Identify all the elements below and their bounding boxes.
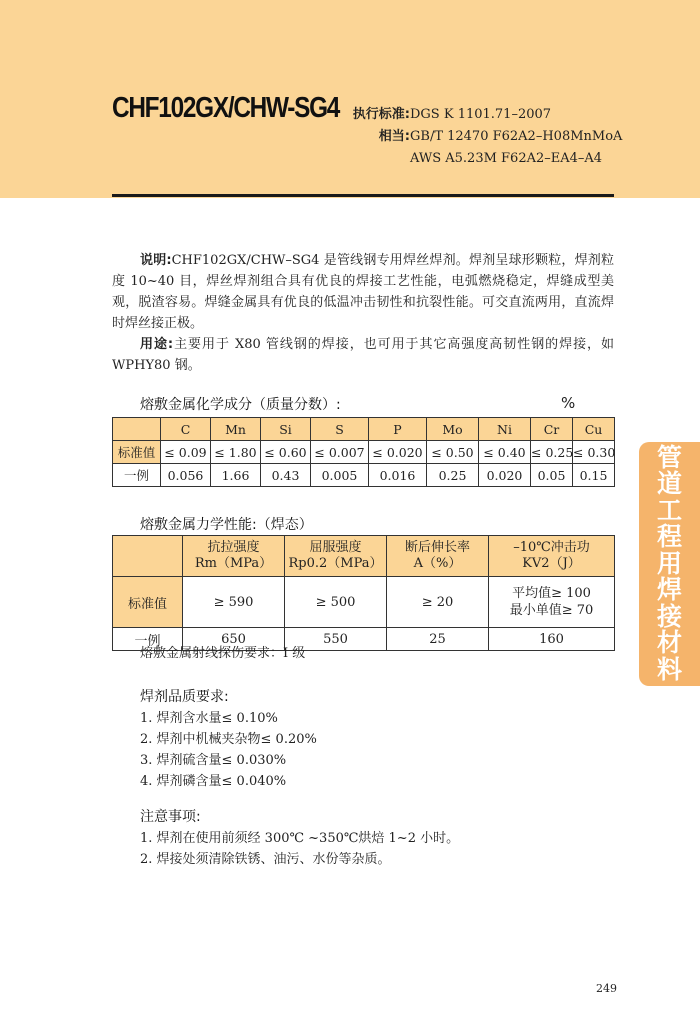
chem-unit: % <box>561 394 576 412</box>
chem-header-cell: P <box>369 418 427 441</box>
chem-cell: ≤ 0.007 <box>311 441 369 464</box>
mech-row-label: 一例 <box>113 628 183 651</box>
standards-block <box>336 104 622 170</box>
chem-header-cell: Si <box>261 418 311 441</box>
page-number: 249 <box>596 982 617 995</box>
chem-cell: ≤ 0.60 <box>261 441 311 464</box>
mech-row-standard <box>113 577 615 628</box>
side-tab-char: 工 <box>656 495 682 525</box>
chem-cell: 0.056 <box>161 464 211 487</box>
chem-header-cell: S <box>311 418 369 441</box>
standard-label: 执行标准: <box>352 107 410 122</box>
side-tab-char: 接 <box>656 601 682 631</box>
mech-header-cell <box>285 536 387 577</box>
mech-section-title: 熔敷金属力学性能:（焊态） <box>140 517 313 533</box>
side-tab <box>639 442 700 686</box>
chem-header-cell: Cu <box>573 418 615 441</box>
chem-header-cell: Ni <box>479 418 531 441</box>
chem-header-cell: Mo <box>427 418 479 441</box>
mech-header-line: Rm（MPa） <box>194 556 273 571</box>
notes-item: 2. 焊接处须清除铁锈、油污、水份等杂质。 <box>140 852 391 867</box>
side-tab-char: 材 <box>656 628 682 658</box>
flux-quality-item: 4. 焊剂磷含量≤ 0.040% <box>140 774 287 789</box>
chem-cell: 0.05 <box>531 464 573 487</box>
usage-paragraph <box>112 334 614 376</box>
mech-row-label: 标准值 <box>113 577 183 628</box>
side-tab-char: 料 <box>656 654 682 684</box>
flux-quality-item: 1. 焊剂含水量≤ 0.10% <box>140 711 278 726</box>
chem-table <box>112 417 615 487</box>
chem-cell: ≤ 0.50 <box>427 441 479 464</box>
chem-row-example <box>113 464 615 487</box>
mech-header-line: 断后伸长率 <box>404 540 470 555</box>
side-tab-char: 道 <box>656 469 682 499</box>
chem-cell: 0.020 <box>479 464 531 487</box>
mech-cell: ≥ 20 <box>387 577 489 628</box>
chem-cell: ≤ 0.020 <box>369 441 427 464</box>
chem-cell: ≤ 0.40 <box>479 441 531 464</box>
flux-quality-item: 3. 焊剂硫含量≤ 0.030% <box>140 753 287 768</box>
mech-cell-impact <box>489 577 615 628</box>
xray-note: 熔敷金属射线探伤要求：I 级 <box>140 646 306 661</box>
mech-header-cell <box>183 536 285 577</box>
chem-cell: 0.43 <box>261 464 311 487</box>
mech-header-line: A（%） <box>413 556 462 571</box>
flux-quality-item: 2. 焊剂中机械夹杂物≤ 0.20% <box>140 732 317 747</box>
mech-header-cell <box>113 536 183 577</box>
chem-cell: 0.005 <box>311 464 369 487</box>
side-tab-char: 管 <box>656 442 682 472</box>
equivalent-value-1: GB/T 12470 F62A2–H08MnMoA <box>410 129 623 144</box>
equivalent-label: 相当: <box>378 129 410 144</box>
mech-cell: ≥ 590 <box>183 577 285 628</box>
description-text: CHF102GX/CHW–SG4 是管线钢专用焊丝焊剂。焊剂呈球形颗粒，焊剂粒度 10~40 目，焊丝焊剂组合具有优良的焊接工艺性能，电弧燃烧稳定，焊缝成型美观，脱渣容易。焊缝金属具有优良的低温冲击韧性和抗裂性能。可交直流两用，直流焊时焊丝接正极。 <box>112 253 614 331</box>
mech-header-line: 抗拉强度 <box>207 540 260 555</box>
impact-min: 最小单值≥ 70 <box>509 603 594 618</box>
notes-item: 1. 焊剂在使用前须经 300℃ ~350℃烘焙 1~2 小时。 <box>140 831 460 846</box>
impact-avg: 平均值≥ 100 <box>512 586 591 601</box>
mech-header-cell <box>387 536 489 577</box>
description-paragraph <box>112 250 614 334</box>
mech-cell: 160 <box>489 628 615 651</box>
chem-cell: ≤ 1.80 <box>211 441 261 464</box>
chem-header-cell: Cr <box>531 418 573 441</box>
chem-header-cell <box>113 418 161 441</box>
equivalent-row <box>336 126 622 148</box>
mech-cell: 25 <box>387 628 489 651</box>
chem-cell: 0.25 <box>427 464 479 487</box>
mech-header-line: Rp0.2（MPa） <box>288 556 383 571</box>
chem-cell: 1.66 <box>211 464 261 487</box>
chem-header-cell: Mn <box>211 418 261 441</box>
equivalent-value-2: AWS A5.23M F62A2–EA4–A4 <box>410 151 603 166</box>
side-tab-char: 焊 <box>656 575 682 605</box>
standard-value: DGS K 1101.71–2007 <box>410 107 552 122</box>
mech-header-line: KV2（J） <box>522 556 581 571</box>
chem-row-label: 标准值 <box>113 441 161 464</box>
chem-cell: 0.016 <box>369 464 427 487</box>
standard-row <box>336 104 622 126</box>
chem-header-row <box>113 418 615 441</box>
mech-header-line: 屈服强度 <box>309 540 362 555</box>
mech-cell: ≥ 500 <box>285 577 387 628</box>
mech-cell: 550 <box>285 628 387 651</box>
chem-header-cell: C <box>161 418 211 441</box>
description-label: 说明: <box>140 253 172 268</box>
mech-header-row <box>113 536 615 577</box>
chem-section-title: 熔敷金属化学成分（质量分数）: <box>140 397 341 413</box>
side-tab-char: 程 <box>656 522 682 552</box>
usage-text: 主要用于 X80 管线钢的焊接，也可用于其它高强度高韧性钢的焊接，如 WPHY80 钢。 <box>112 337 614 373</box>
side-tab-char: 用 <box>656 548 682 578</box>
equivalent-row-2 <box>336 148 622 170</box>
chem-row-standard <box>113 441 615 464</box>
usage-label: 用途: <box>140 337 174 352</box>
chem-cell: ≤ 0.09 <box>161 441 211 464</box>
mech-header-line: –10℃冲击功 <box>513 540 590 555</box>
mech-table <box>112 535 615 651</box>
chem-row-label: 一例 <box>113 464 161 487</box>
chem-cell: ≤ 0.25 <box>531 441 573 464</box>
notes-title: 注意事项: <box>140 809 201 825</box>
flux-quality-title: 焊剂品质要求: <box>140 689 229 705</box>
chem-cell: 0.15 <box>573 464 615 487</box>
header-rule <box>112 194 614 197</box>
chem-cell: ≤ 0.30 <box>573 441 615 464</box>
mech-header-cell <box>489 536 615 577</box>
product-title: CHF102GX/CHW-SG4 <box>112 92 340 124</box>
mech-cell: 650 <box>183 628 285 651</box>
